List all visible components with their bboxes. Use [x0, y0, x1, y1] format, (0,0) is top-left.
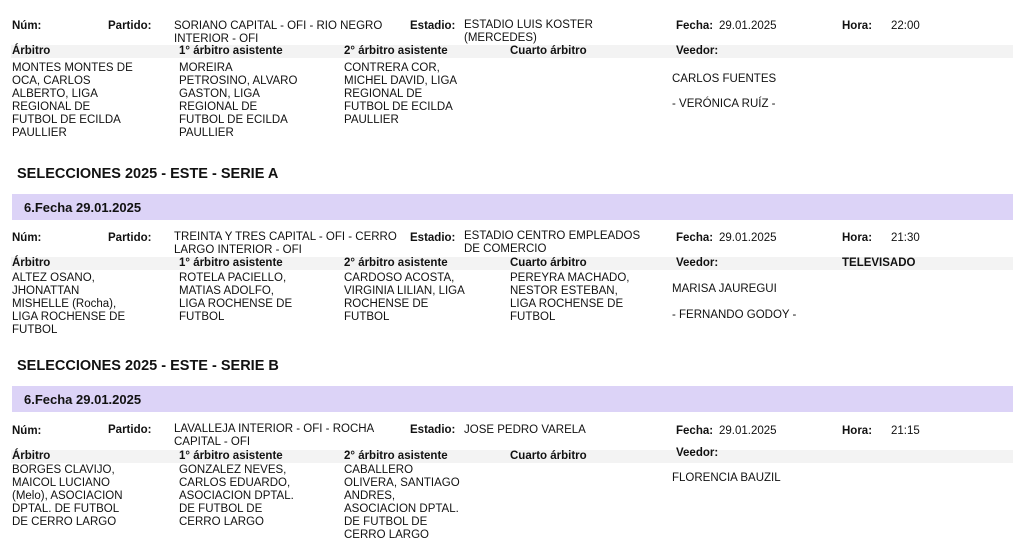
fecha-label: Fecha: [676, 232, 714, 244]
veedor-secondary: - FERNANDO GODOY - [672, 309, 797, 321]
match-block [0, 230, 1024, 350]
asistente1-header: 1° árbitro asistente [179, 45, 283, 57]
partido-value: TREINTA Y TRES CAPITAL - OFI - CERRO LARGO INTERIOR - OFI [174, 231, 397, 256]
arbitro-header: Árbitro [12, 257, 51, 269]
arbitro-header: Árbitro [12, 450, 51, 462]
asistente1-value: ROTELA PACIELLO, MATIAS ADOLFO, LIGA ROCHENSE DE FUTBOL [179, 272, 293, 323]
asistente2-value: CONTRERA COR, MICHEL DAVID, LIGA REGIONAL DE FUTBOL DE ECILDA PAULLIER [344, 62, 458, 126]
section-title: SELECCIONES 2025 - ESTE - SERIE A [17, 166, 279, 182]
estadio-label: Estadio: [410, 232, 456, 244]
officials-header [0, 45, 1024, 58]
officials-header [0, 257, 1024, 270]
estadio-label: Estadio: [410, 424, 456, 436]
estadio-value: ESTADIO CENTRO EMPLEADOS DE COMERCIO [464, 230, 641, 255]
partido-label: Partido: [108, 232, 152, 244]
veedor-value: CARLOS FUENTES [672, 73, 777, 85]
veedor-value: MARISA JAUREGUI [672, 283, 777, 295]
fecha-band-label: 6.Fecha 29.01.2025 [24, 392, 142, 407]
asistente2-value: CARDOSO ACOSTA, VIRGINIA LILIAN, LIGA ROCHENSE DE FUTBOL [344, 272, 465, 323]
officials-header [0, 447, 1024, 463]
fecha-value: 29.01.2025 [719, 425, 777, 437]
arbitro-value: ALTEZ OSANO, JHONATTAN MISHELLE (Rocha), LIGA ROCHENSE DE FUTBOL [12, 272, 126, 336]
cuarto-header: Cuarto árbitro [510, 45, 587, 57]
arbitro-value: MONTES MONTES DE OCA, CARLOS ALBERTO, LIGA REGIONAL DE FUTBOL DE ECILDA PAULLIER [12, 62, 133, 139]
match-block [0, 422, 1024, 542]
veedor-header: Veedor: [676, 447, 719, 459]
arbitro-value: BORGES CLAVIJO, MAICOL LUCIANO (Melo), ASOCIACION DPTAL. DE FUTBOL DE CERRO LARGO [12, 464, 123, 528]
veedor-secondary: - VERÓNICA RUÍZ - [672, 98, 776, 110]
fecha-band [12, 386, 1013, 412]
hora-value: 21:30 [891, 232, 920, 244]
veedor-header: Veedor: [676, 257, 719, 269]
asistente2-value: CABALLERO OLIVERA, SANTIAGO ANDRES, ASOCIACION DPTAL. DE FUTBOL DE CERRO LARGO [344, 464, 460, 541]
cuarto-value: PEREYRA MACHADO, NESTOR ESTEBAN, LIGA ROCHENSE DE FUTBOL [510, 272, 630, 323]
fecha-value: 29.01.2025 [719, 20, 777, 32]
fecha-label: Fecha: [676, 425, 714, 437]
num-label: Núm: [12, 20, 42, 32]
asistente1-header: 1° árbitro asistente [179, 257, 283, 269]
estadio-value: ESTADIO LUIS KOSTER (MERCEDES) [464, 19, 593, 44]
fecha-band [12, 194, 1013, 220]
fecha-label: Fecha: [676, 20, 714, 32]
estadio-label: Estadio: [410, 20, 456, 32]
hora-value: 22:00 [891, 20, 920, 32]
veedor-header: Veedor: [676, 45, 719, 57]
cuarto-header: Cuarto árbitro [510, 450, 587, 462]
fecha-band-label: 6.Fecha 29.01.2025 [24, 200, 142, 215]
asistente2-header: 2° árbitro asistente [344, 257, 448, 269]
fecha-value: 29.01.2025 [719, 232, 777, 244]
partido-value: LAVALLEJA INTERIOR - OFI - ROCHA CAPITAL - OFI [174, 423, 375, 448]
televisado-badge: TELEVISADO [842, 257, 916, 269]
estadio-value: JOSE PEDRO VARELA [464, 424, 586, 436]
asistente2-header: 2° árbitro asistente [344, 450, 448, 462]
arbitro-header: Árbitro [12, 45, 51, 57]
partido-value: SORIANO CAPITAL - OFI - RIO NEGRO INTERIOR - OFI [174, 20, 383, 45]
cuarto-header: Cuarto árbitro [510, 257, 587, 269]
section-title: SELECCIONES 2025 - ESTE - SERIE B [17, 358, 279, 374]
asistente1-value: MOREIRA PETROSINO, ALVARO GASTON, LIGA REGIONAL DE FUTBOL DE ECILDA PAULLIER [179, 62, 298, 139]
match-block [0, 19, 1024, 139]
asistente2-header: 2° árbitro asistente [344, 45, 448, 57]
hora-label: Hora: [842, 20, 873, 32]
hora-label: Hora: [842, 232, 873, 244]
partido-label: Partido: [108, 424, 152, 436]
hora-value: 21:15 [891, 425, 920, 437]
partido-label: Partido: [108, 20, 152, 32]
asistente1-header: 1° árbitro asistente [179, 450, 283, 462]
num-label: Núm: [12, 425, 42, 437]
hora-label: Hora: [842, 425, 873, 437]
veedor-value: FLORENCIA BAUZIL [672, 472, 781, 484]
num-label: Núm: [12, 232, 42, 244]
asistente1-value: GONZALEZ NEVES, CARLOS EDUARDO, ASOCIACION DPTAL. DE FUTBOL DE CERRO LARGO [179, 464, 294, 528]
